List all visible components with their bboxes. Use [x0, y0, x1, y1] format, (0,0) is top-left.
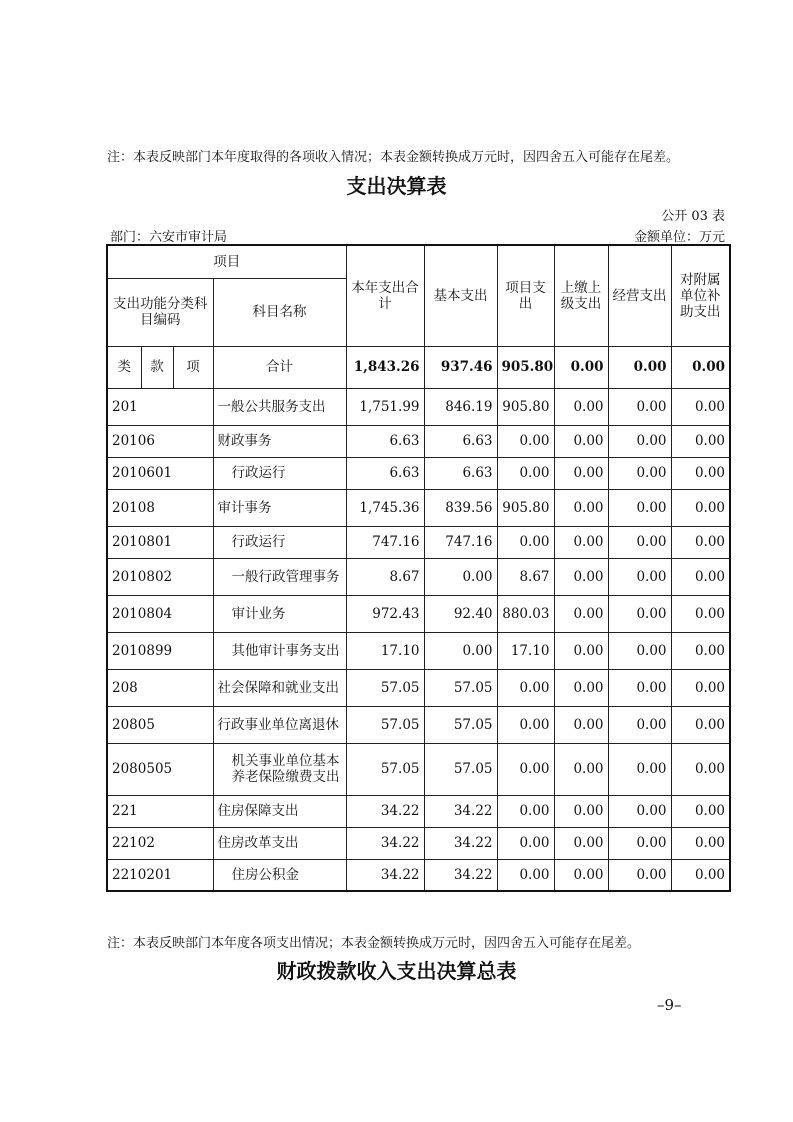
row-code: 2210201 [107, 859, 213, 891]
table-row [107, 558, 730, 595]
row-business: 0.00 [608, 669, 671, 706]
row-code: 221 [107, 795, 213, 827]
row-business: 0.00 [608, 558, 671, 595]
header-upper: 上缴上级支出 [554, 245, 608, 346]
row-subject-name: 行政事业单位离退休 [213, 706, 346, 743]
row-basic: 57.05 [424, 743, 497, 795]
header-total: 本年支出合计 [346, 245, 424, 346]
row-total: 6.63 [346, 457, 424, 489]
row-code: 208 [107, 669, 213, 706]
row-business: 0.00 [608, 425, 671, 457]
row-basic: 57.05 [424, 706, 497, 743]
row-code: 2010804 [107, 595, 213, 632]
row-upper: 0.00 [554, 457, 608, 489]
row-basic: 747.16 [424, 526, 497, 558]
row-project: 17.10 [497, 632, 554, 669]
row-basic: 6.63 [424, 457, 497, 489]
row-code: 20805 [107, 706, 213, 743]
table-row [107, 526, 730, 558]
row-project: 0.00 [497, 827, 554, 859]
row-total: 34.22 [346, 795, 424, 827]
row-code: 201 [107, 388, 213, 425]
row-subsidy: 0.00 [671, 425, 730, 457]
row-code: 2010601 [107, 457, 213, 489]
header-func-code: 支出功能分类科目编码 [107, 278, 213, 346]
table-row [107, 795, 730, 827]
row-upper: 0.00 [554, 388, 608, 425]
row-upper: 0.00 [554, 425, 608, 457]
expenditure-table [106, 244, 731, 892]
row-subject-name: 审计业务 [213, 595, 346, 632]
table-row [107, 859, 730, 891]
form-number: 公开 03 表 [661, 209, 725, 224]
row-upper: 0.00 [554, 558, 608, 595]
row-basic: 839.56 [424, 489, 497, 526]
row-code: 20106 [107, 425, 213, 457]
total-basic: 937.46 [424, 346, 497, 388]
row-project: 0.00 [497, 526, 554, 558]
page-title: 支出决算表 [346, 174, 447, 198]
note-top: 注：本表反映部门本年度取得的各项收入情况；本表金额转换成万元时，因四舍五入可能存在尾差。 [107, 150, 680, 165]
table-row [107, 632, 730, 669]
row-total: 34.22 [346, 827, 424, 859]
row-basic: 57.05 [424, 669, 497, 706]
row-total: 1,745.36 [346, 489, 424, 526]
row-project: 0.00 [497, 425, 554, 457]
header-project-exp: 项目支出 [497, 245, 554, 346]
row-business: 0.00 [608, 457, 671, 489]
row-code: 2080505 [107, 743, 213, 795]
row-subsidy: 0.00 [671, 859, 730, 891]
row-upper: 0.00 [554, 795, 608, 827]
row-subject-name: 住房公积金 [213, 859, 346, 891]
row-upper: 0.00 [554, 489, 608, 526]
row-project: 0.00 [497, 743, 554, 795]
total-business: 0.00 [608, 346, 671, 388]
row-subject-name: 机关事业单位基本养老保险缴费支出 [213, 743, 346, 795]
row-code: 22102 [107, 827, 213, 859]
page-number: –9– [657, 996, 682, 1014]
row-project: 8.67 [497, 558, 554, 595]
row-business: 0.00 [608, 859, 671, 891]
row-business: 0.00 [608, 489, 671, 526]
total-sum: 1,843.26 [346, 346, 424, 388]
row-total: 57.05 [346, 743, 424, 795]
header-xiang: 项 [173, 346, 213, 388]
row-total: 57.05 [346, 669, 424, 706]
row-upper: 0.00 [554, 859, 608, 891]
row-business: 0.00 [608, 526, 671, 558]
header-project: 项目 [107, 245, 346, 278]
row-basic: 34.22 [424, 827, 497, 859]
unit-label: 金额单位：万元 [633, 230, 725, 245]
row-subject-name: 住房改革支出 [213, 827, 346, 859]
row-upper: 0.00 [554, 827, 608, 859]
row-subsidy: 0.00 [671, 669, 730, 706]
row-subject-name: 一般公共服务支出 [213, 388, 346, 425]
row-basic: 34.22 [424, 859, 497, 891]
row-subject-name: 审计事务 [213, 489, 346, 526]
header-subsidy: 对附属单位补助支出 [671, 245, 730, 346]
table-row [107, 457, 730, 489]
header-business: 经营支出 [608, 245, 671, 346]
row-business: 0.00 [608, 706, 671, 743]
header-lei: 类 [107, 346, 141, 388]
row-code: 2010802 [107, 558, 213, 595]
row-total: 1,751.99 [346, 388, 424, 425]
row-subject-name: 社会保障和就业支出 [213, 669, 346, 706]
row-subsidy: 0.00 [671, 457, 730, 489]
row-subject-name: 一般行政管理事务 [213, 558, 346, 595]
total-label: 合计 [213, 346, 346, 388]
row-business: 0.00 [608, 595, 671, 632]
row-subsidy: 0.00 [671, 595, 730, 632]
row-upper: 0.00 [554, 706, 608, 743]
row-project: 0.00 [497, 669, 554, 706]
header-subject-name: 科目名称 [213, 278, 346, 346]
row-upper: 0.00 [554, 526, 608, 558]
row-subsidy: 0.00 [671, 632, 730, 669]
row-basic: 0.00 [424, 558, 497, 595]
table-row [107, 743, 730, 795]
row-subject-name: 行政运行 [213, 457, 346, 489]
row-upper: 0.00 [554, 595, 608, 632]
row-subsidy: 0.00 [671, 795, 730, 827]
table-row [107, 669, 730, 706]
row-subject-name: 财政事务 [213, 425, 346, 457]
row-subsidy: 0.00 [671, 388, 730, 425]
total-upper: 0.00 [554, 346, 608, 388]
table-row [107, 425, 730, 457]
row-total: 34.22 [346, 859, 424, 891]
row-project: 905.80 [497, 489, 554, 526]
row-upper: 0.00 [554, 632, 608, 669]
row-code: 20108 [107, 489, 213, 526]
table-row [107, 706, 730, 743]
row-basic: 34.22 [424, 795, 497, 827]
row-total: 6.63 [346, 425, 424, 457]
row-subject-name: 其他审计事务支出 [213, 632, 346, 669]
row-basic: 92.40 [424, 595, 497, 632]
table-row [107, 827, 730, 859]
header-basic: 基本支出 [424, 245, 497, 346]
row-project: 0.00 [497, 457, 554, 489]
row-subsidy: 0.00 [671, 489, 730, 526]
row-project: 880.03 [497, 595, 554, 632]
row-total: 57.05 [346, 706, 424, 743]
total-project: 905.80 [497, 346, 554, 388]
row-project: 905.80 [497, 388, 554, 425]
row-subsidy: 0.00 [671, 827, 730, 859]
row-subsidy: 0.00 [671, 558, 730, 595]
department-label: 部门：六安市审计局 [110, 230, 228, 245]
row-subject-name: 行政运行 [213, 526, 346, 558]
row-upper: 0.00 [554, 743, 608, 795]
row-basic: 6.63 [424, 425, 497, 457]
row-subsidy: 0.00 [671, 706, 730, 743]
row-subject-name: 住房保障支出 [213, 795, 346, 827]
row-project: 0.00 [497, 795, 554, 827]
row-business: 0.00 [608, 743, 671, 795]
next-section-title: 财政拨款收入支出决算总表 [276, 959, 517, 983]
row-business: 0.00 [608, 632, 671, 669]
row-project: 0.00 [497, 859, 554, 891]
row-total: 972.43 [346, 595, 424, 632]
row-code: 2010801 [107, 526, 213, 558]
row-upper: 0.00 [554, 669, 608, 706]
row-business: 0.00 [608, 795, 671, 827]
note-bottom: 注：本表反映部门本年度各项支出情况；本表金额转换成万元时，因四舍五入可能存在尾差。 [107, 936, 641, 951]
row-subsidy: 0.00 [671, 743, 730, 795]
row-total: 8.67 [346, 558, 424, 595]
row-total: 747.16 [346, 526, 424, 558]
row-basic: 846.19 [424, 388, 497, 425]
row-subsidy: 0.00 [671, 526, 730, 558]
total-subsidy: 0.00 [671, 346, 730, 388]
table-row [107, 595, 730, 632]
table-row [107, 489, 730, 526]
row-total: 17.10 [346, 632, 424, 669]
row-business: 0.00 [608, 827, 671, 859]
row-project: 0.00 [497, 706, 554, 743]
header-kuan: 款 [141, 346, 173, 388]
table-row [107, 388, 730, 425]
row-business: 0.00 [608, 388, 671, 425]
row-code: 2010899 [107, 632, 213, 669]
row-basic: 0.00 [424, 632, 497, 669]
